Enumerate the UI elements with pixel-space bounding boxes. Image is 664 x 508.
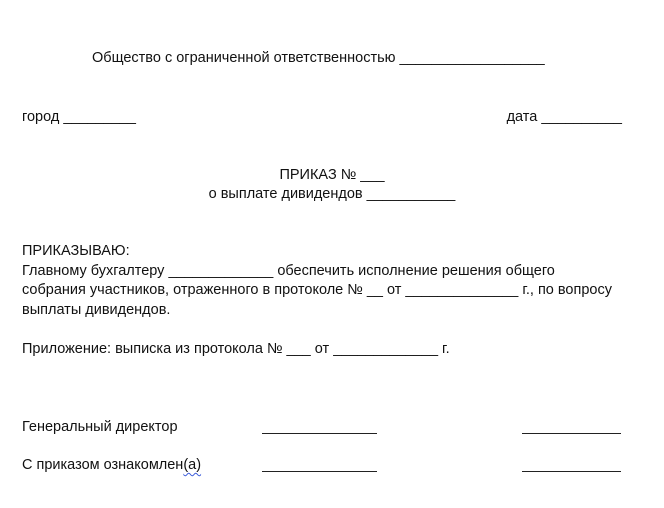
acquainted-label-main: С приказом ознакомлен xyxy=(22,457,184,473)
order-title: ПРИКАЗ № ___ xyxy=(279,167,385,183)
order-word: ПРИКАЗЫВАЮ: xyxy=(22,243,130,259)
city-field: город _________ xyxy=(22,109,136,125)
date-field: дата __________ xyxy=(506,109,622,125)
acquainted-label xyxy=(22,456,201,475)
order-body xyxy=(22,242,632,320)
director-signature-line xyxy=(262,433,377,434)
body-line-2: собрания участников, отраженного в протоколе № __ от ______________ г., по вопросу xyxy=(22,282,612,298)
director-name-line xyxy=(522,433,621,434)
acquainted-name-line xyxy=(522,471,621,472)
attachment-line: Приложение: выписка из протокола № ___ от _____________ г. xyxy=(22,341,450,357)
body-line-3: выплаты дивидендов. xyxy=(22,301,171,318)
organization-line: Общество с ограниченной ответственностью __________________ xyxy=(92,50,545,66)
order-subject: о выплате дивидендов ___________ xyxy=(208,186,456,202)
body-line-1: Главному бухгалтеру _____________ обеспечить исполнение решения общего xyxy=(22,262,555,279)
director-label: Генеральный директор xyxy=(22,419,178,435)
spellcheck-suffix: (а) xyxy=(183,457,202,473)
acquainted-signature-line xyxy=(262,471,377,472)
